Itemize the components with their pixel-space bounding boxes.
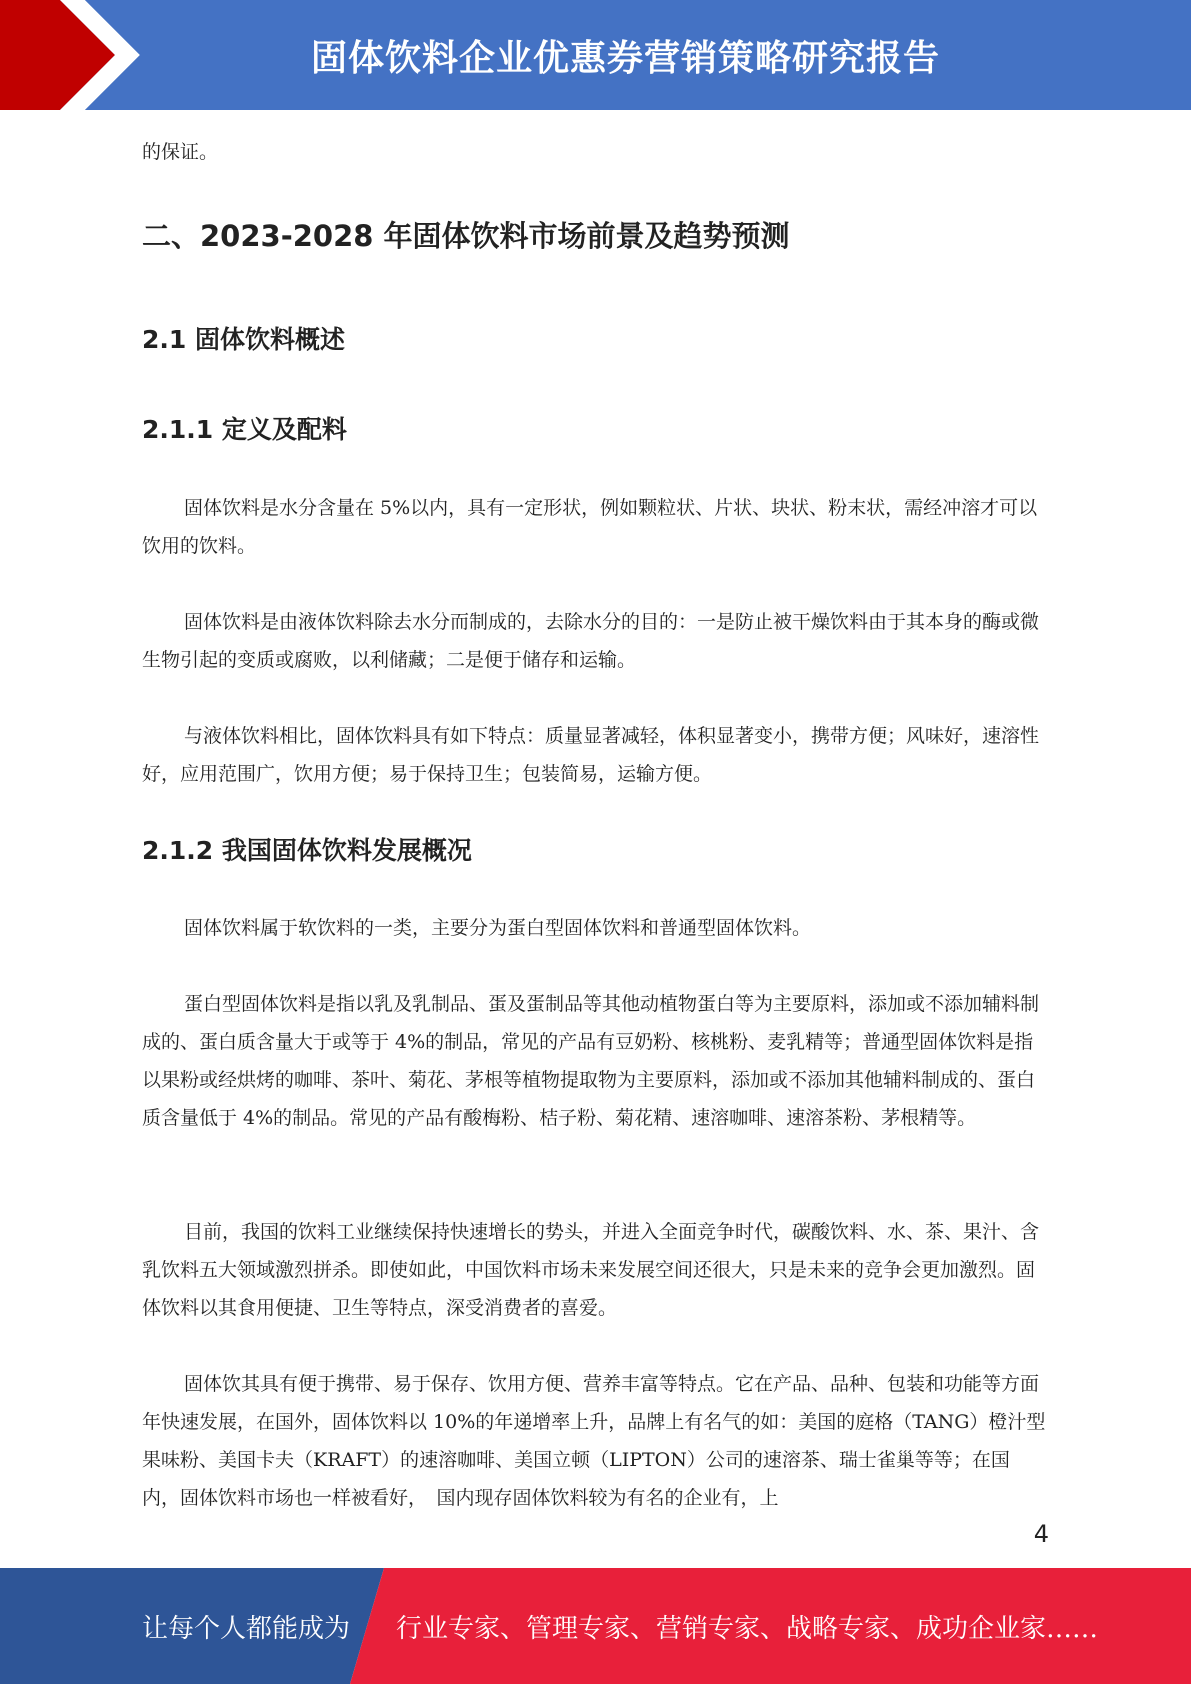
paragraph-definition: 固体饮料是水分含量在 5%以内，具有一定形状，例如颗粒状、片状、块状、粉末状，需经冲溶才可以饮用的饮料。 (142, 497, 1038, 557)
subsection-heading-2-1: 2.1 固体饮料概述 (142, 325, 345, 354)
footer-slogan-left: 让每个人都能成为 (142, 1613, 351, 1644)
footer-slogan-right: 行业专家、管理专家、营销专家、战略专家、成功企业家…… (396, 1613, 1099, 1644)
subsection-heading-2-1-2: 2.1.2 我国固体饮料发展概况 (142, 836, 472, 865)
paragraph-features: 与液体饮料相比，固体饮料具有如下特点：质量显著减轻，体积显著变小，携带方便；风味好，速溶性好，应用范围广，饮用方便；易于保持卫生；包装简易，运输方便。 (142, 725, 1040, 785)
paragraph-categories: 固体饮料属于软饮料的一类，主要分为蛋白型固体饮料和普通型固体饮料。 (184, 917, 812, 939)
page-footer (0, 1568, 1191, 1684)
paragraph-types: 蛋白型固体饮料是指以乳及乳制品、蛋及蛋制品等其他动植物蛋白等为主要原料，添加或不添加辅料制成的、蛋白质含量大于或等于 4%的制品，常见的产品有豆奶粉、核桃粉、麦乳精等；普通型固体饮料是指以果粉或经烘烤的咖啡、茶叶、菊花、茅根等植物提取物为主要原料，添加或不添加其他辅料制成的、蛋白质含量低于 4%的制品。常见的产品有酸梅粉、桔子粉、菊花精、速溶咖啡、速溶茶粉、茅根精等。 (142, 993, 1040, 1129)
paragraph-purpose: 固体饮料是由液体饮料除去水分而制成的，去除水分的目的：一是防止被干燥饮料由于其本身的酶或微生物引起的变质或腐败，以利储藏；二是便于储存和运输。 (142, 611, 1040, 671)
page-header (0, 0, 1191, 110)
header-arrow-decoration (0, 0, 160, 110)
subsection-heading-2-1-1: 2.1.1 定义及配料 (142, 415, 347, 444)
section-title: 二、2023-2028 年固体饮料市场前景及趋势预测 (142, 219, 790, 253)
paragraph-market: 目前，我国的饮料工业继续保持快速增长的势头，并进入全面竞争时代，碳酸饮料、水、茶、果汁、含乳饮料五大领域激烈拼杀。即使如此，中国饮料市场未来发展空间还很大，只是未来的竞争会更加激烈。固体饮料以其食用便捷、卫生等特点，深受消费者的喜爱。 (142, 1221, 1040, 1319)
paragraph-international: 固体饮其具有便于携带、易于保存、饮用方便、营养丰富等特点。它在产品、品种、包装和功能等方面年快速发展，在国外，固体饮料以 10%的年递增率上升，品牌上有名气的如：美国的庭格（TANG）橙汁型果味粉、美国卡夫（KRAFT）的速溶咖啡、美国立顿（LIPTON）公司的速溶茶、瑞士雀巢等等；在国内，固体饮料市场也一样被看好， 国内现存固体饮料较为有名的企业有，上 (142, 1373, 1046, 1509)
report-title: 固体饮料企业优惠券营销策略研究报告 (310, 37, 940, 79)
page-number: 4 (1033, 1520, 1049, 1548)
continuation-text: 的保证。 (142, 141, 219, 163)
